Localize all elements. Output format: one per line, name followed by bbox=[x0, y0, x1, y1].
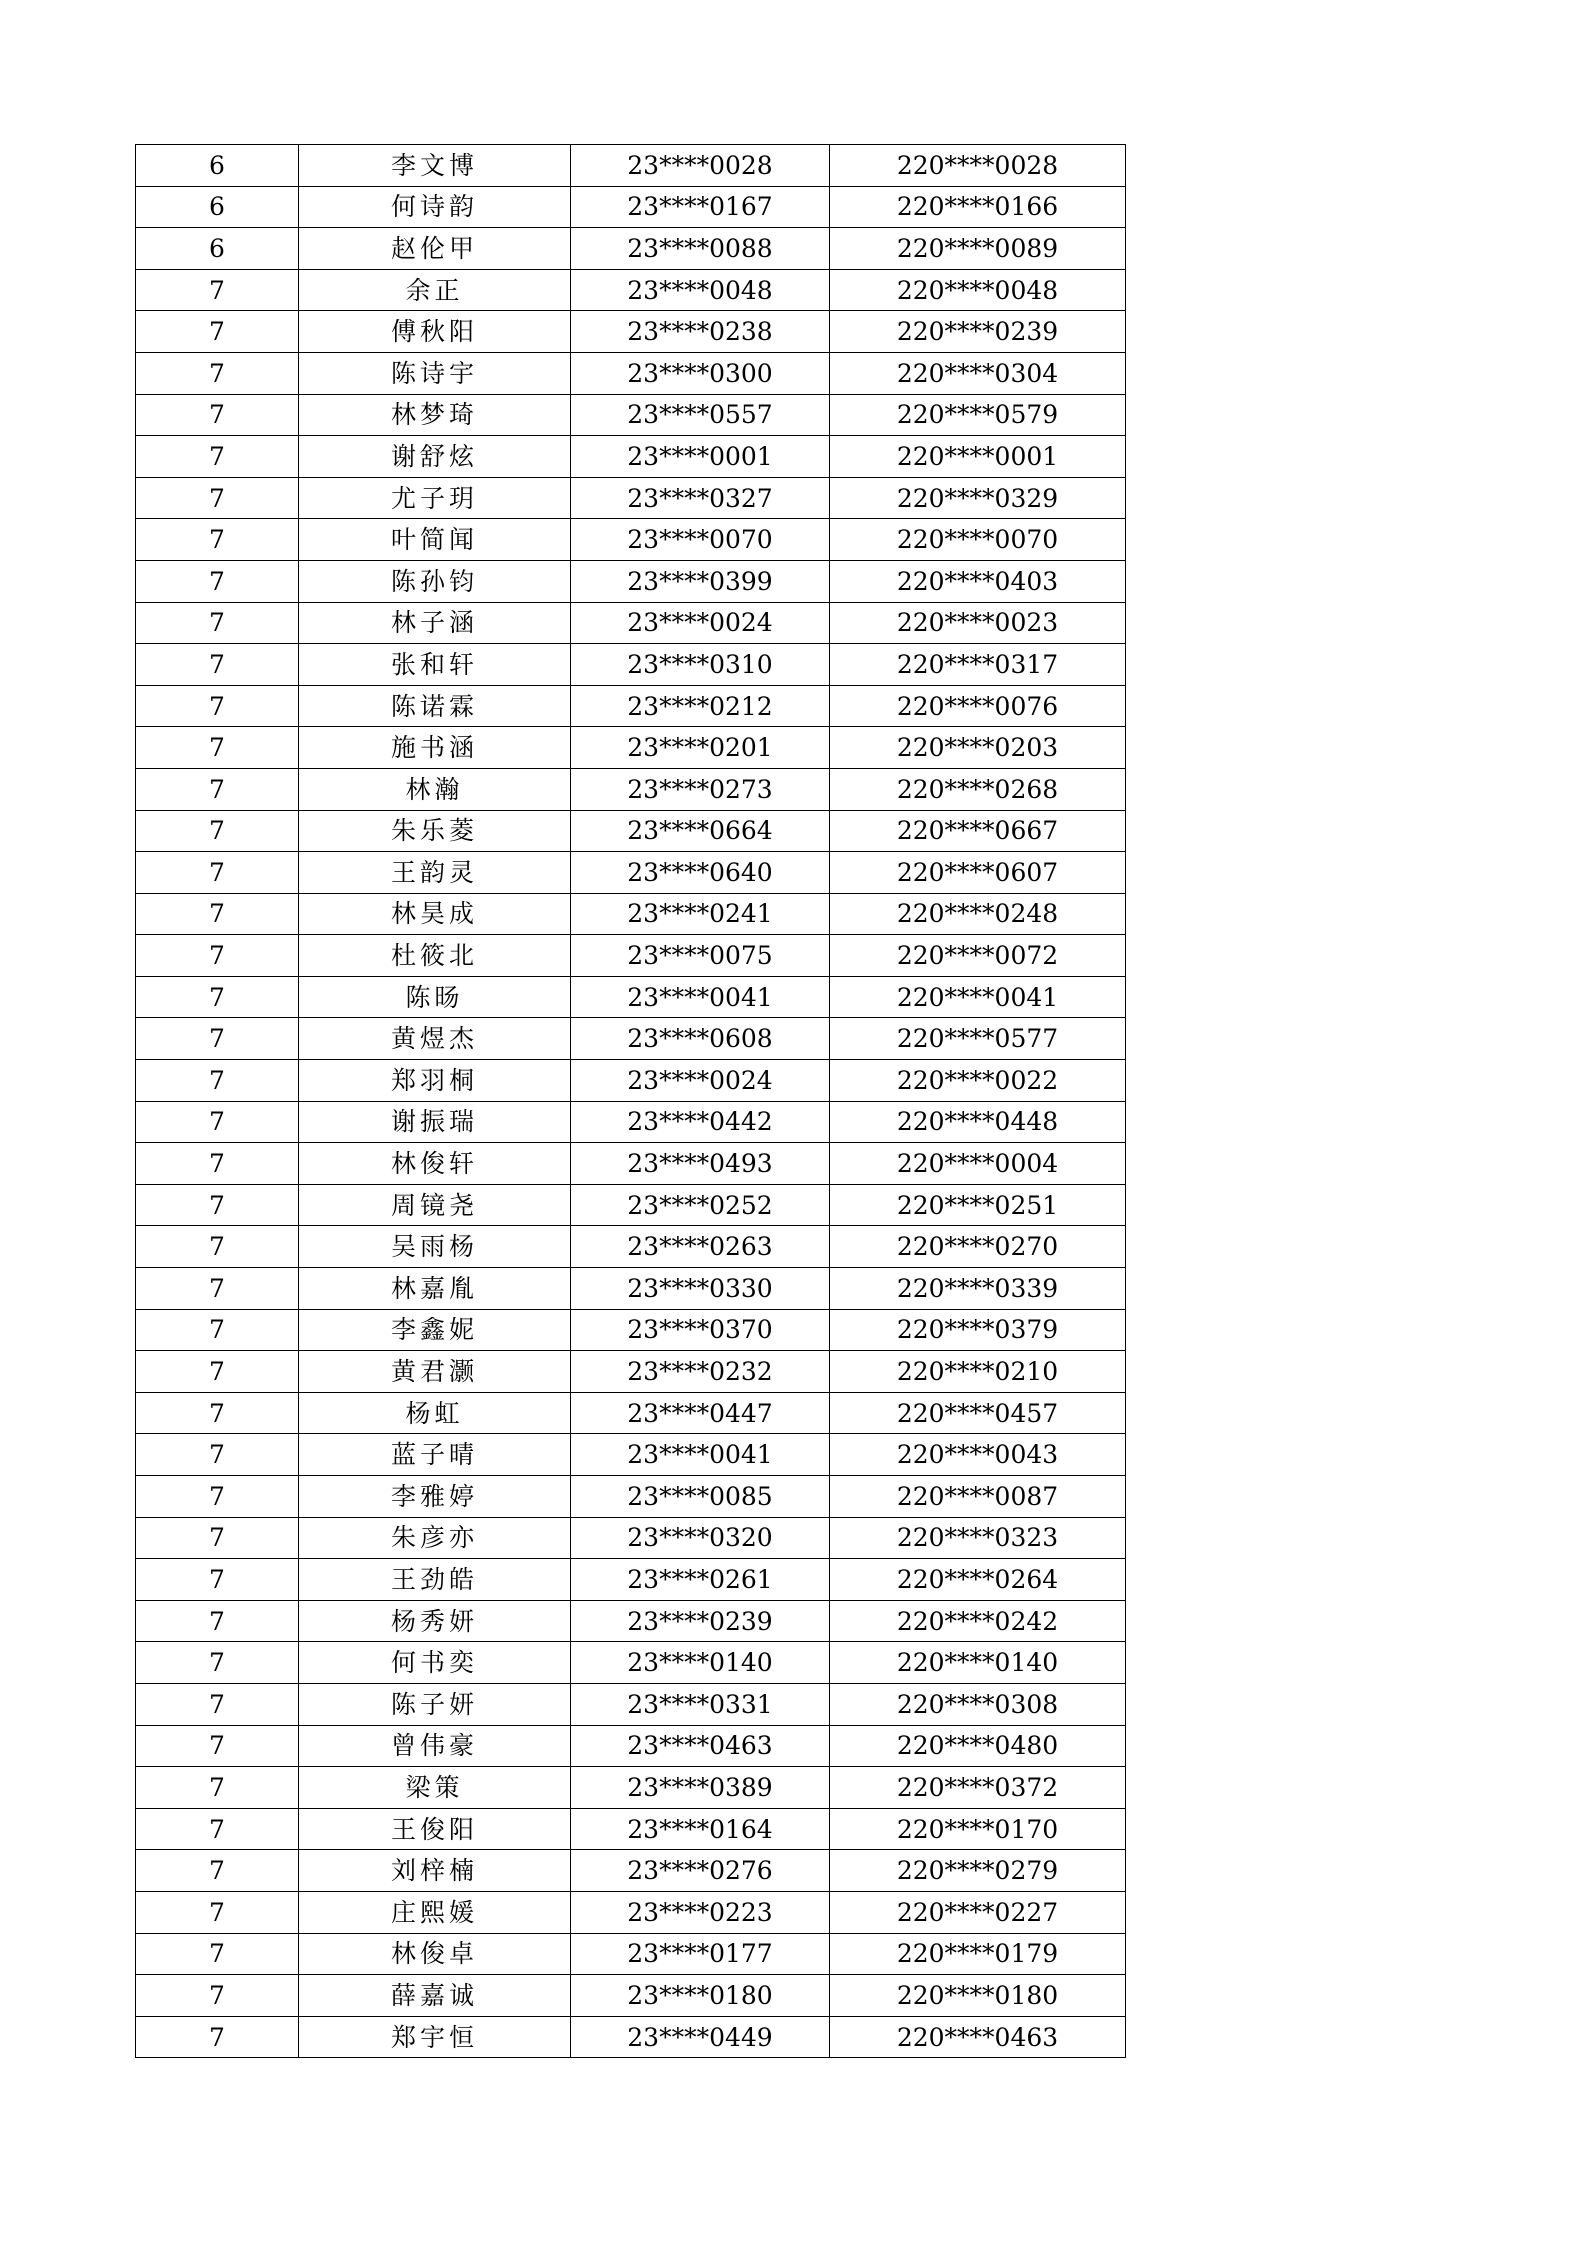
student-name-cell: 黄君灏 bbox=[299, 1351, 571, 1393]
student-id-cell: 23****0389 bbox=[571, 1767, 830, 1809]
exam-id-cell: 220****0251 bbox=[830, 1184, 1126, 1226]
student-id-cell: 23****0223 bbox=[571, 1891, 830, 1933]
student-name-cell: 杜筱北 bbox=[299, 935, 571, 977]
table-row bbox=[136, 1517, 1126, 1559]
grade-cell: 7 bbox=[136, 1184, 299, 1226]
grade-cell: 7 bbox=[136, 311, 299, 353]
student-id-cell: 23****0232 bbox=[571, 1351, 830, 1393]
table-row bbox=[136, 602, 1126, 644]
student-name-cell: 何书奕 bbox=[299, 1642, 571, 1684]
exam-id-cell: 220****0203 bbox=[830, 727, 1126, 769]
table-row bbox=[136, 269, 1126, 311]
grade-cell: 7 bbox=[136, 1725, 299, 1767]
exam-id-cell: 220****0403 bbox=[830, 560, 1126, 602]
exam-id-cell: 220****0023 bbox=[830, 602, 1126, 644]
table-row bbox=[136, 1018, 1126, 1060]
grade-cell: 7 bbox=[136, 893, 299, 935]
table-row bbox=[136, 519, 1126, 561]
grade-cell: 7 bbox=[136, 1517, 299, 1559]
table-row bbox=[136, 1226, 1126, 1268]
grade-cell: 7 bbox=[136, 852, 299, 894]
student-id-cell: 23****0449 bbox=[571, 2016, 830, 2058]
student-id-cell: 23****0041 bbox=[571, 976, 830, 1018]
student-name-cell: 林俊轩 bbox=[299, 1143, 571, 1185]
student-id-cell: 23****0164 bbox=[571, 1808, 830, 1850]
exam-id-cell: 220****0043 bbox=[830, 1434, 1126, 1476]
grade-cell: 7 bbox=[136, 1268, 299, 1310]
student-name-cell: 林俊卓 bbox=[299, 1933, 571, 1975]
table-row bbox=[136, 1725, 1126, 1767]
student-name-cell: 李鑫妮 bbox=[299, 1309, 571, 1351]
grade-cell: 7 bbox=[136, 394, 299, 436]
student-name-cell: 杨秀妍 bbox=[299, 1600, 571, 1642]
student-id-cell: 23****0261 bbox=[571, 1559, 830, 1601]
table-row bbox=[136, 1933, 1126, 1975]
exam-id-cell: 220****0179 bbox=[830, 1933, 1126, 1975]
exam-id-cell: 220****0579 bbox=[830, 394, 1126, 436]
grade-cell: 7 bbox=[136, 1392, 299, 1434]
table-row bbox=[136, 1143, 1126, 1185]
grade-cell: 7 bbox=[136, 1933, 299, 1975]
student-name-cell: 何诗韵 bbox=[299, 186, 571, 228]
grade-cell: 6 bbox=[136, 145, 299, 187]
student-name-cell: 余正 bbox=[299, 269, 571, 311]
student-id-cell: 23****0001 bbox=[571, 436, 830, 478]
grade-cell: 7 bbox=[136, 1559, 299, 1601]
student-name-cell: 林昊成 bbox=[299, 893, 571, 935]
student-id-cell: 23****0048 bbox=[571, 269, 830, 311]
grade-cell: 7 bbox=[136, 1850, 299, 1892]
student-name-cell: 王劲皓 bbox=[299, 1559, 571, 1601]
table-row bbox=[136, 1392, 1126, 1434]
student-id-cell: 23****0024 bbox=[571, 1060, 830, 1102]
table-row bbox=[136, 1476, 1126, 1518]
student-name-cell: 郑宇恒 bbox=[299, 2016, 571, 2058]
student-name-cell: 郑羽桐 bbox=[299, 1060, 571, 1102]
student-id-cell: 23****0273 bbox=[571, 768, 830, 810]
student-name-cell: 朱彦亦 bbox=[299, 1517, 571, 1559]
exam-id-cell: 220****0227 bbox=[830, 1891, 1126, 1933]
table-row bbox=[136, 1600, 1126, 1642]
exam-id-cell: 220****0270 bbox=[830, 1226, 1126, 1268]
grade-cell: 7 bbox=[136, 1101, 299, 1143]
student-id-cell: 23****0239 bbox=[571, 1600, 830, 1642]
exam-id-cell: 220****0028 bbox=[830, 145, 1126, 187]
grade-cell: 7 bbox=[136, 1975, 299, 2017]
exam-id-cell: 220****0001 bbox=[830, 436, 1126, 478]
exam-id-cell: 220****0140 bbox=[830, 1642, 1126, 1684]
student-name-cell: 薛嘉诚 bbox=[299, 1975, 571, 2017]
exam-id-cell: 220****0072 bbox=[830, 935, 1126, 977]
exam-id-cell: 220****0448 bbox=[830, 1101, 1126, 1143]
student-id-cell: 23****0201 bbox=[571, 727, 830, 769]
grade-cell: 6 bbox=[136, 228, 299, 270]
grade-cell: 7 bbox=[136, 685, 299, 727]
table-row bbox=[136, 852, 1126, 894]
student-id-cell: 23****0442 bbox=[571, 1101, 830, 1143]
exam-id-cell: 220****0242 bbox=[830, 1600, 1126, 1642]
grade-cell: 7 bbox=[136, 1060, 299, 1102]
student-id-cell: 23****0088 bbox=[571, 228, 830, 270]
exam-id-cell: 220****0268 bbox=[830, 768, 1126, 810]
table-row bbox=[136, 1309, 1126, 1351]
grade-cell: 7 bbox=[136, 727, 299, 769]
student-name-cell: 陈旸 bbox=[299, 976, 571, 1018]
grade-cell: 6 bbox=[136, 186, 299, 228]
student-id-cell: 23****0557 bbox=[571, 394, 830, 436]
grade-cell: 7 bbox=[136, 810, 299, 852]
student-id-cell: 23****0140 bbox=[571, 1642, 830, 1684]
student-id-cell: 23****0041 bbox=[571, 1434, 830, 1476]
exam-id-cell: 220****0166 bbox=[830, 186, 1126, 228]
student-name-cell: 王韵灵 bbox=[299, 852, 571, 894]
table-row bbox=[136, 1975, 1126, 2017]
table-row bbox=[136, 186, 1126, 228]
student-id-cell: 23****0263 bbox=[571, 1226, 830, 1268]
student-id-cell: 23****0276 bbox=[571, 1850, 830, 1892]
table-row bbox=[136, 685, 1126, 727]
table-row bbox=[136, 1891, 1126, 1933]
student-name-cell: 黄煜杰 bbox=[299, 1018, 571, 1060]
grade-cell: 7 bbox=[136, 1891, 299, 1933]
exam-id-cell: 220****0022 bbox=[830, 1060, 1126, 1102]
grade-cell: 7 bbox=[136, 477, 299, 519]
grade-cell: 7 bbox=[136, 1309, 299, 1351]
student-name-cell: 赵伦甲 bbox=[299, 228, 571, 270]
table-row bbox=[136, 768, 1126, 810]
student-id-cell: 23****0320 bbox=[571, 1517, 830, 1559]
student-name-cell: 周镜尧 bbox=[299, 1184, 571, 1226]
grade-cell: 7 bbox=[136, 1351, 299, 1393]
table-row bbox=[136, 893, 1126, 935]
student-name-cell: 吴雨杨 bbox=[299, 1226, 571, 1268]
exam-id-cell: 220****0279 bbox=[830, 1850, 1126, 1892]
student-id-cell: 23****0664 bbox=[571, 810, 830, 852]
exam-id-cell: 220****0239 bbox=[830, 311, 1126, 353]
student-id-cell: 23****0310 bbox=[571, 644, 830, 686]
student-id-cell: 23****0075 bbox=[571, 935, 830, 977]
student-name-cell: 陈孙钧 bbox=[299, 560, 571, 602]
table-row bbox=[136, 145, 1126, 187]
grade-cell: 7 bbox=[136, 1143, 299, 1185]
student-id-cell: 23****0327 bbox=[571, 477, 830, 519]
exam-id-cell: 220****0577 bbox=[830, 1018, 1126, 1060]
student-id-cell: 23****0300 bbox=[571, 352, 830, 394]
student-name-cell: 陈诺霖 bbox=[299, 685, 571, 727]
student-name-cell: 谢振瑞 bbox=[299, 1101, 571, 1143]
student-id-cell: 23****0212 bbox=[571, 685, 830, 727]
student-name-cell: 杨虹 bbox=[299, 1392, 571, 1434]
table-row bbox=[136, 1808, 1126, 1850]
student-name-cell: 林子涵 bbox=[299, 602, 571, 644]
table-row bbox=[136, 644, 1126, 686]
student-id-cell: 23****0167 bbox=[571, 186, 830, 228]
table-row bbox=[136, 1101, 1126, 1143]
grade-cell: 7 bbox=[136, 976, 299, 1018]
student-id-cell: 23****0177 bbox=[571, 1933, 830, 1975]
grade-cell: 7 bbox=[136, 602, 299, 644]
grade-cell: 7 bbox=[136, 1018, 299, 1060]
student-name-cell: 曾伟豪 bbox=[299, 1725, 571, 1767]
exam-id-cell: 220****0304 bbox=[830, 352, 1126, 394]
grade-cell: 7 bbox=[136, 1642, 299, 1684]
table-row bbox=[136, 436, 1126, 478]
table-row bbox=[136, 1559, 1126, 1601]
table-row bbox=[136, 394, 1126, 436]
student-id-cell: 23****0331 bbox=[571, 1683, 830, 1725]
exam-id-cell: 220****0070 bbox=[830, 519, 1126, 561]
student-id-cell: 23****0252 bbox=[571, 1184, 830, 1226]
student-name-cell: 王俊阳 bbox=[299, 1808, 571, 1850]
student-name-cell: 林梦琦 bbox=[299, 394, 571, 436]
student-name-cell: 蓝子晴 bbox=[299, 1434, 571, 1476]
exam-id-cell: 220****0323 bbox=[830, 1517, 1126, 1559]
exam-id-cell: 220****0089 bbox=[830, 228, 1126, 270]
student-id-cell: 23****0463 bbox=[571, 1725, 830, 1767]
exam-id-cell: 220****0180 bbox=[830, 1975, 1126, 2017]
grade-cell: 7 bbox=[136, 1683, 299, 1725]
exam-id-cell: 220****0210 bbox=[830, 1351, 1126, 1393]
exam-id-cell: 220****0607 bbox=[830, 852, 1126, 894]
student-id-cell: 23****0330 bbox=[571, 1268, 830, 1310]
table-row bbox=[136, 1767, 1126, 1809]
table-row bbox=[136, 311, 1126, 353]
table-row bbox=[136, 352, 1126, 394]
table-row bbox=[136, 1642, 1126, 1684]
exam-id-cell: 220****0248 bbox=[830, 893, 1126, 935]
table-row bbox=[136, 810, 1126, 852]
grade-cell: 7 bbox=[136, 1600, 299, 1642]
exam-id-cell: 220****0339 bbox=[830, 1268, 1126, 1310]
grade-cell: 7 bbox=[136, 1476, 299, 1518]
student-name-cell: 施书涵 bbox=[299, 727, 571, 769]
exam-id-cell: 220****0457 bbox=[830, 1392, 1126, 1434]
exam-id-cell: 220****0379 bbox=[830, 1309, 1126, 1351]
exam-id-cell: 220****0170 bbox=[830, 1808, 1126, 1850]
grade-cell: 7 bbox=[136, 519, 299, 561]
student-name-cell: 叶简闻 bbox=[299, 519, 571, 561]
student-name-cell: 谢舒炫 bbox=[299, 436, 571, 478]
grade-cell: 7 bbox=[136, 436, 299, 478]
exam-id-cell: 220****0667 bbox=[830, 810, 1126, 852]
student-id-cell: 23****0028 bbox=[571, 145, 830, 187]
table-row bbox=[136, 1434, 1126, 1476]
student-name-cell: 林嘉胤 bbox=[299, 1268, 571, 1310]
exam-id-cell: 220****0048 bbox=[830, 269, 1126, 311]
grade-cell: 7 bbox=[136, 1767, 299, 1809]
exam-id-cell: 220****0076 bbox=[830, 685, 1126, 727]
table-row bbox=[136, 560, 1126, 602]
student-name-cell: 李文博 bbox=[299, 145, 571, 187]
exam-id-cell: 220****0480 bbox=[830, 1725, 1126, 1767]
grade-cell: 7 bbox=[136, 1434, 299, 1476]
student-id-cell: 23****0241 bbox=[571, 893, 830, 935]
table-row bbox=[136, 976, 1126, 1018]
exam-id-cell: 220****0308 bbox=[830, 1683, 1126, 1725]
grade-cell: 7 bbox=[136, 2016, 299, 2058]
exam-id-cell: 220****0372 bbox=[830, 1767, 1126, 1809]
student-name-cell: 陈子妍 bbox=[299, 1683, 571, 1725]
student-name-cell: 尤子玥 bbox=[299, 477, 571, 519]
grade-cell: 7 bbox=[136, 935, 299, 977]
student-id-cell: 23****0640 bbox=[571, 852, 830, 894]
table-row bbox=[136, 1351, 1126, 1393]
student-id-cell: 23****0608 bbox=[571, 1018, 830, 1060]
grade-cell: 7 bbox=[136, 269, 299, 311]
student-id-cell: 23****0085 bbox=[571, 1476, 830, 1518]
exam-id-cell: 220****0463 bbox=[830, 2016, 1126, 2058]
table-row bbox=[136, 727, 1126, 769]
exam-id-cell: 220****0087 bbox=[830, 1476, 1126, 1518]
student-name-cell: 林瀚 bbox=[299, 768, 571, 810]
student-name-cell: 李雅婷 bbox=[299, 1476, 571, 1518]
student-id-cell: 23****0180 bbox=[571, 1975, 830, 2017]
exam-id-cell: 220****0041 bbox=[830, 976, 1126, 1018]
student-id-cell: 23****0447 bbox=[571, 1392, 830, 1434]
table-row bbox=[136, 228, 1126, 270]
student-name-cell: 庄熙媛 bbox=[299, 1891, 571, 1933]
student-name-cell: 陈诗宇 bbox=[299, 352, 571, 394]
grade-cell: 7 bbox=[136, 1808, 299, 1850]
exam-id-cell: 220****0317 bbox=[830, 644, 1126, 686]
table-row bbox=[136, 1184, 1126, 1226]
student-id-cell: 23****0070 bbox=[571, 519, 830, 561]
student-name-cell: 张和轩 bbox=[299, 644, 571, 686]
grade-cell: 7 bbox=[136, 352, 299, 394]
exam-id-cell: 220****0264 bbox=[830, 1559, 1126, 1601]
student-name-cell: 傅秋阳 bbox=[299, 311, 571, 353]
student-id-cell: 23****0399 bbox=[571, 560, 830, 602]
grade-cell: 7 bbox=[136, 560, 299, 602]
exam-id-cell: 220****0329 bbox=[830, 477, 1126, 519]
grade-cell: 7 bbox=[136, 1226, 299, 1268]
table-row bbox=[136, 2016, 1126, 2058]
table-row bbox=[136, 1683, 1126, 1725]
table-row bbox=[136, 1850, 1126, 1892]
student-id-cell: 23****0024 bbox=[571, 602, 830, 644]
roster-table-body bbox=[136, 145, 1126, 2058]
roster-table bbox=[135, 144, 1126, 2058]
student-name-cell: 梁策 bbox=[299, 1767, 571, 1809]
table-row bbox=[136, 1060, 1126, 1102]
student-id-cell: 23****0238 bbox=[571, 311, 830, 353]
table-row bbox=[136, 477, 1126, 519]
student-id-cell: 23****0493 bbox=[571, 1143, 830, 1185]
exam-id-cell: 220****0004 bbox=[830, 1143, 1126, 1185]
table-row bbox=[136, 1268, 1126, 1310]
grade-cell: 7 bbox=[136, 644, 299, 686]
table-row bbox=[136, 935, 1126, 977]
grade-cell: 7 bbox=[136, 768, 299, 810]
student-name-cell: 刘梓楠 bbox=[299, 1850, 571, 1892]
student-id-cell: 23****0370 bbox=[571, 1309, 830, 1351]
student-name-cell: 朱乐菱 bbox=[299, 810, 571, 852]
